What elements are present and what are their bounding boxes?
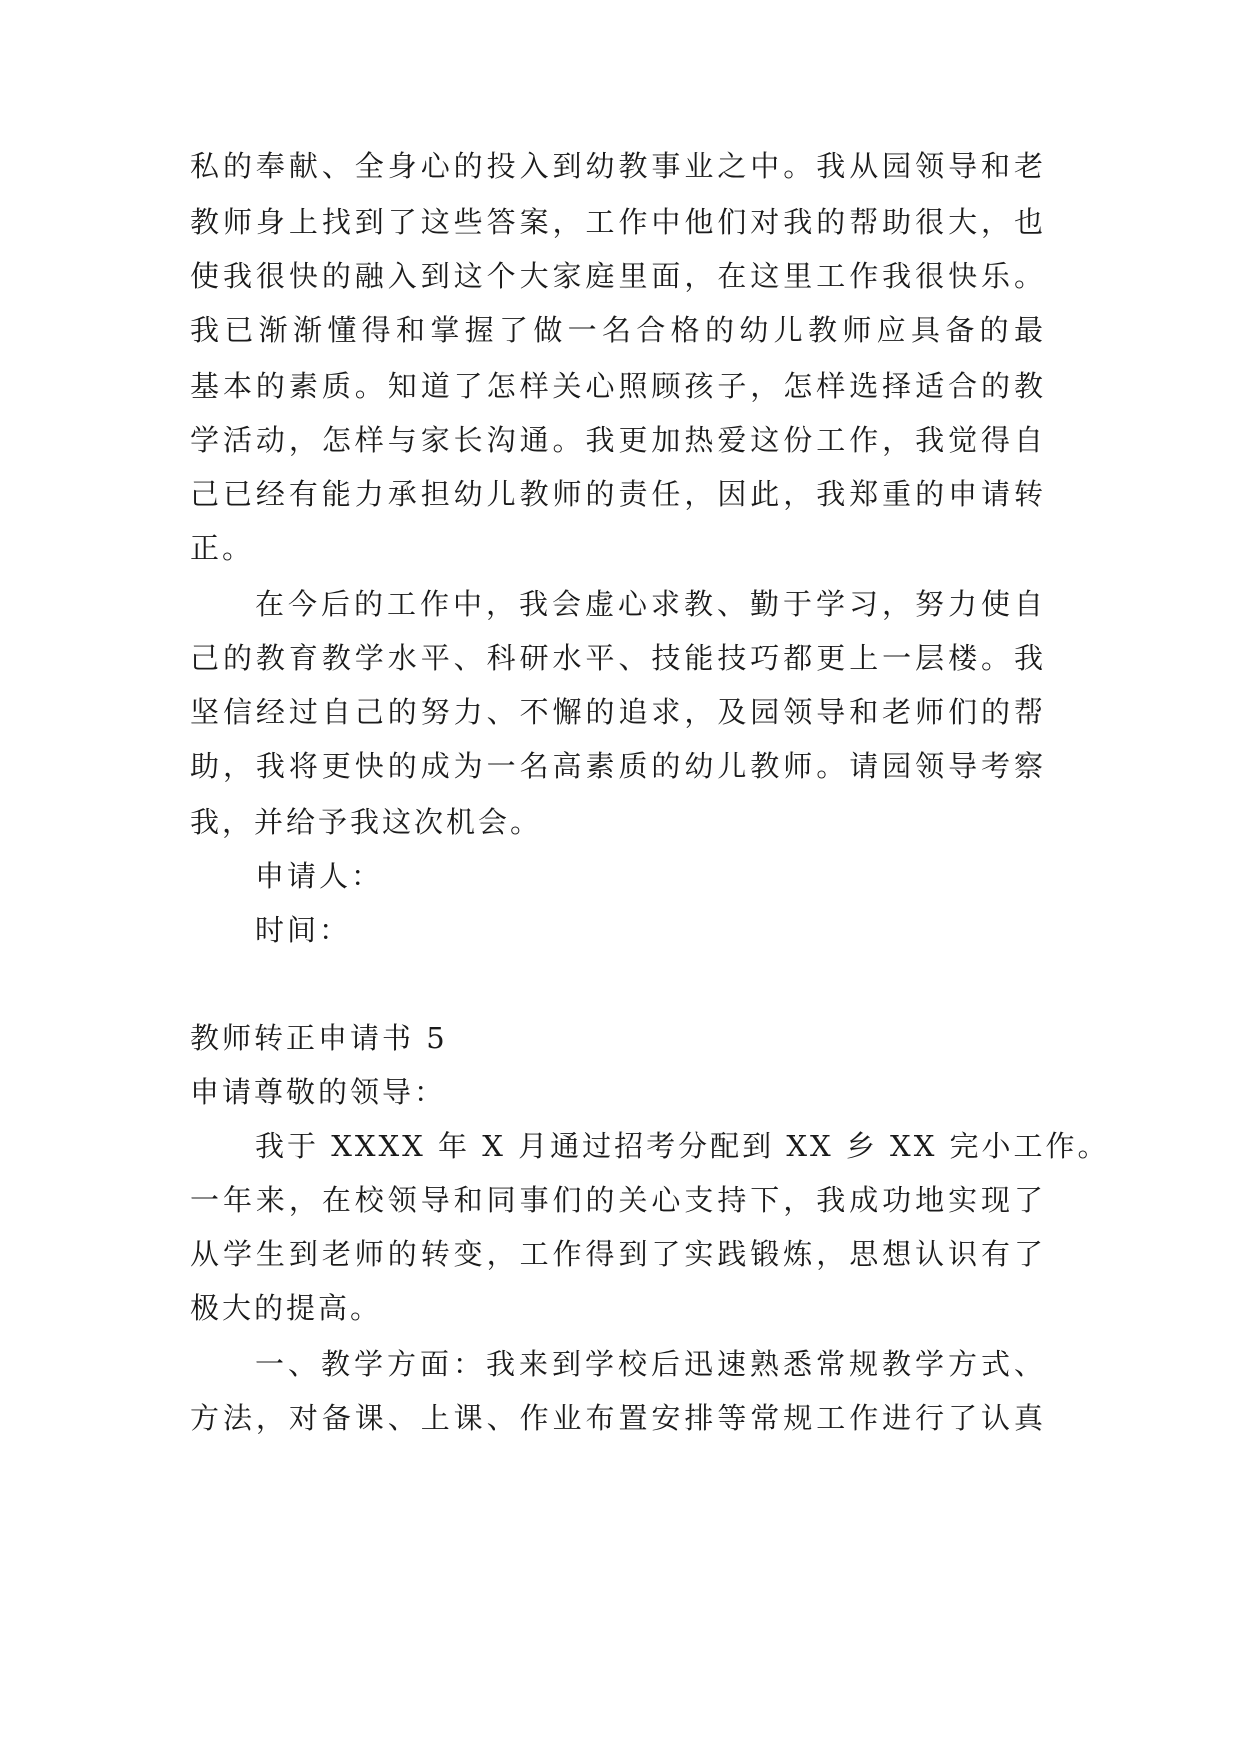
body-text-line: 正。 <box>190 531 255 565</box>
body-text-line: 方法，对备课、上课、作业布置安排等常规工作进行了认真 <box>190 1401 1045 1435</box>
body-text-line: 我于 XXXX 年 X 月通过招考分配到 XX 乡 XX 完小工作。 <box>255 1129 1110 1163</box>
body-text-line: 从学生到老师的转变，工作得到了实践锻炼，思想认识有了 <box>190 1237 1045 1271</box>
body-text-line: 基本的素质。知道了怎样关心照顾孩子，怎样选择适合的教 <box>190 369 1045 403</box>
time-label: 时间： <box>255 913 352 947</box>
body-text-line: 使我很快的融入到这个大家庭里面，在这里工作我很快乐。 <box>190 259 1045 293</box>
body-text-line: 一、教学方面：我来到学校后迅速熟悉常规教学方式、 <box>255 1347 1045 1381</box>
section-title: 教师转正申请书 5 <box>190 1021 448 1055</box>
body-text-line: 我，并给予我这次机会。 <box>190 805 543 839</box>
body-text-line: 私的奉献、全身心的投入到幼教事业之中。我从园领导和老 <box>190 149 1045 183</box>
body-text-line: 坚信经过自己的努力、不懈的追求，及园领导和老师们的帮 <box>190 695 1045 729</box>
body-text-line: 教师身上找到了这些答案，工作中他们对我的帮助很大，也 <box>190 205 1045 239</box>
body-text-line: 学活动，怎样与家长沟通。我更加热爱这份工作，我觉得自 <box>190 423 1045 457</box>
body-text-line: 极大的提高。 <box>190 1291 383 1325</box>
body-text-line: 在今后的工作中，我会虚心求教、勤于学习，努力使自 <box>255 587 1045 621</box>
body-text-line: 己已经有能力承担幼儿教师的责任，因此，我郑重的申请转 <box>190 477 1045 511</box>
body-text-line: 一年来，在校领导和同事们的关心支持下，我成功地实现了 <box>190 1183 1045 1217</box>
applicant-label: 申请人： <box>255 859 384 893</box>
body-text-line: 己的教育教学水平、科研水平、技能技巧都更上一层楼。我 <box>190 641 1045 675</box>
body-text-line: 我已渐渐懂得和掌握了做一名合格的幼儿教师应具备的最 <box>190 313 1045 347</box>
salutation: 申请尊敬的领导： <box>190 1075 447 1109</box>
body-text-line: 助，我将更快的成为一名高素质的幼儿教师。请园领导考察 <box>190 749 1045 783</box>
